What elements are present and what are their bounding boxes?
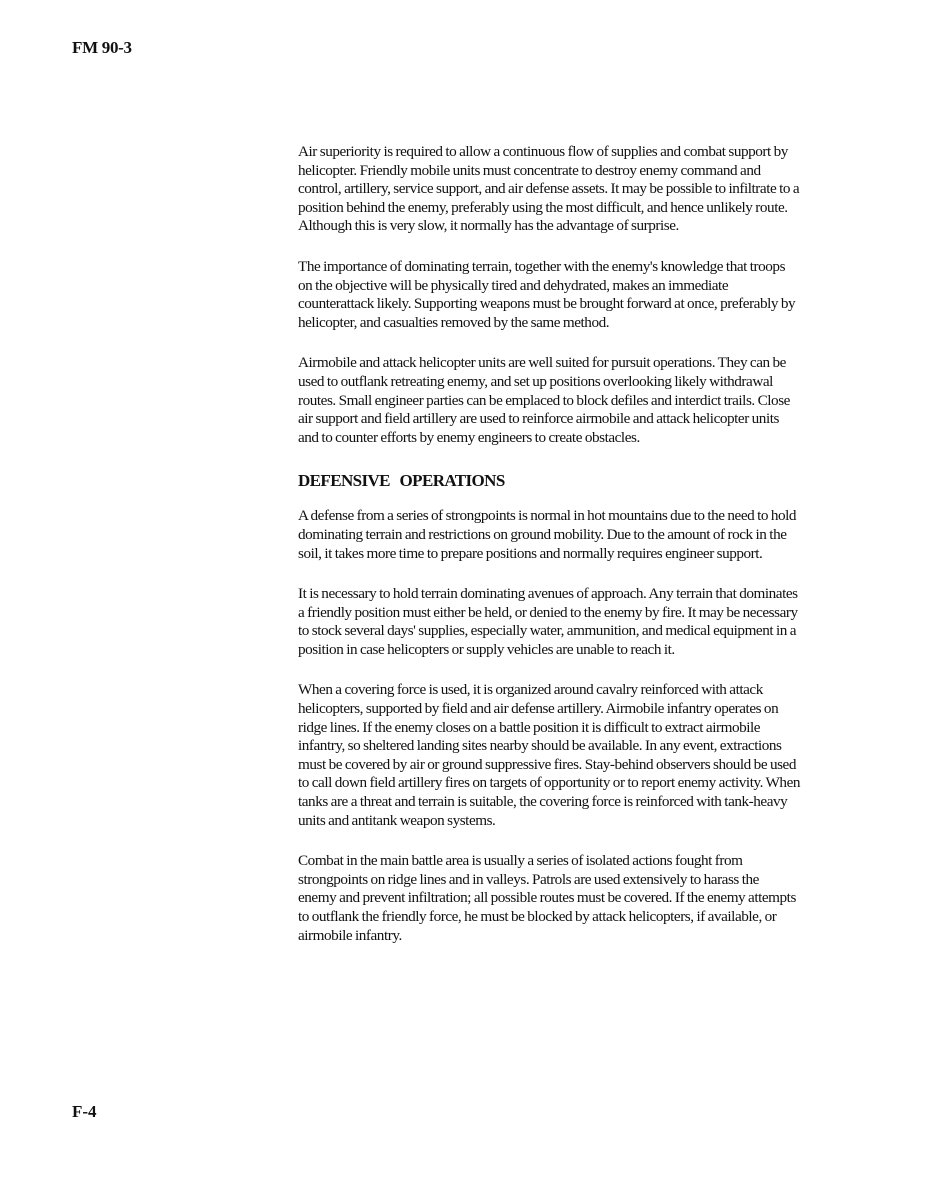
paragraph-covering-force: When a covering force is used, it is organized around cavalry reinforced with attack helicopters, supported by field and air defense artillery. Airmobile infantry operates on ridge lines. If the enemy closes on a battle position it is difficult to extract airmobile infantry, so sheltered landing sites nearby should be available. In any event, extractions must be covered by air or ground suppressive fires. Stay-behind observers should be used to call down field artillery fires on targets of opportunity or to report enemy activity. When tanks are a threat and terrain is suitable, the covering force is reinforced with tank-heavy units and antitank weapon systems. [298, 681, 800, 829]
page-body [298, 143, 800, 945]
section-heading-defensive-operations: DEFENSIVE OPERATIONS [298, 471, 505, 491]
paragraph-spacer [298, 563, 800, 585]
paragraph-spacer [298, 332, 800, 354]
paragraph-strongpoint-defense: A defense from a series of strongpoints is normal in hot mountains due to the need to hold dominating terrain and restrictions on ground mobility. Due to the amount of rock in the soil, it takes more time to prepare positions and normally requires engineer support. [298, 507, 797, 562]
paragraph-dominating-terrain: The importance of dominating terrain, together with the enemy's knowledge that troops on the objective will be physically tired and dehydrated, makes an immediate counterattack likely. Supporting weapons must be brought forward at once, preferably by helicopter, and casualties removed by the same method. [298, 257, 796, 331]
paragraph-air-superiority: Air superiority is required to allow a continuous flow of supplies and combat support by helicopter. Friendly mobile units must concentrate to destroy enemy command and control, artillery, service support, and air defense assets. It may be possible to infiltrate to a position behind the enemy, preferably using the most difficult, and hence unlikely route. Although this is very slow, it normally has the advantage of surprise. [298, 143, 800, 235]
heading-spacer [298, 491, 800, 507]
paragraph-avenues-of-approach: It is necessary to hold terrain dominating avenues of approach. Any terrain that dominates a friendly position must either be held, or denied to the enemy by fire. It may be necessary to stock several days' supplies, especially water, ammunition, and medical equipment in a position in case helicopters or supply vehicles are unable to reach it. [298, 585, 798, 658]
page-footer-page-number: F-4 [72, 1102, 97, 1121]
paragraph-spacer [298, 447, 800, 471]
paragraph-spacer [298, 659, 800, 681]
page-header-doc-id: FM 90-3 [72, 38, 132, 57]
paragraph-main-battle-area: Combat in the main battle area is usually a series of isolated actions fought from strongpoints on ridge lines and in valleys. Patrols are used extensively to harass the enemy and prevent infiltration; all possible routes must be covered. If the enemy attempts to outflank the friendly force, he must be blocked by attack helicopters, if available, or airmobile infantry. [298, 852, 796, 944]
paragraph-spacer [298, 830, 800, 852]
paragraph-pursuit-operations: Airmobile and attack helicopter units are well suited for pursuit operations. They can be used to outflank retreating enemy, and set up positions overlooking likely withdrawal routes. Small engineer parties can be emplaced to block defiles and interdict trails. Close air support and field artillery are used to reinforce airmobile and attack helicopter units and to counter efforts by enemy engineers to create obstacles. [298, 354, 790, 446]
paragraph-spacer [298, 236, 800, 258]
